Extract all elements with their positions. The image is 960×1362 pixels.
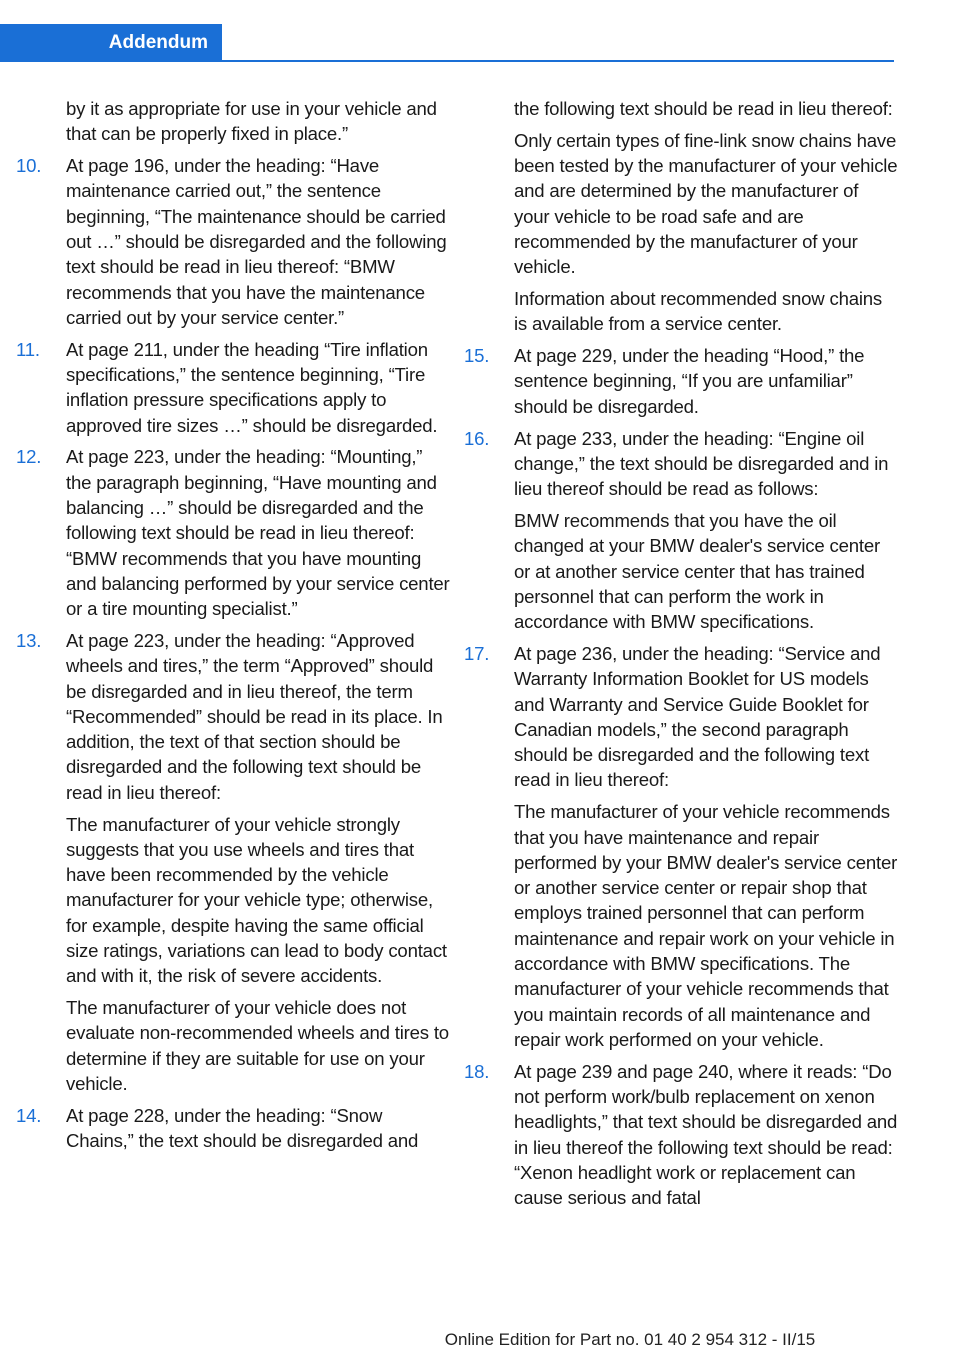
paragraph-text: Only certain types of fine-link snow chains have been tested by the manufacturer of your vehicle and are determined by the manufacturer of your vehicle to be road safe and are recommended by the manufacturer of your vehicle.	[514, 129, 898, 278]
left-column	[16, 96, 450, 1160]
section-title-tab	[0, 24, 222, 62]
paragraph-text: by it as appropriate for use in your vehicle and that can be properly fixed in place.”	[66, 98, 437, 145]
list-item	[16, 153, 450, 330]
paragraph	[514, 286, 898, 337]
paragraph-text: Information about recommended snow chains is available from a service center.	[514, 288, 883, 335]
list-item	[16, 1103, 450, 1154]
paragraph-text: The manufacturer of your vehicle does not evaluate non-recommended wheels and tires to determine if they are suitable for use on your vehicle.	[66, 997, 449, 1094]
list-item	[464, 641, 898, 793]
paragraph-text: At page 233, under the heading: “Engine oil change,” the text should be disregarded and in lieu thereof should be read as follows:	[514, 427, 889, 500]
paragraph	[66, 96, 450, 147]
paragraph	[514, 128, 898, 280]
list-item	[16, 444, 450, 621]
paragraph	[514, 96, 898, 121]
item-number: 10.	[16, 155, 42, 177]
list-item	[464, 343, 898, 419]
paragraph-text: At page 236, under the heading: “Service and Warranty Information Booklet for US models and Warranty and Service Guide Booklet for Canadian models,” the second paragraph should be disregarded and the following text read in lieu thereof:	[514, 642, 881, 791]
paragraph-text: At page 196, under the heading: “Have maintenance carried out,” the sentence beginning, “The maintenance should be carried out …” should be disregarded and the following text should be read in lieu thereof: “BMW recommends that you have the maintenance carried out by your service center.”	[66, 155, 447, 328]
item-number: 15.	[464, 345, 490, 367]
paragraph-text: At page 228, under the heading: “Snow Chains,” the text should be disregarded and	[66, 1104, 419, 1152]
edition-text: Online Edition for Part no. 01 40 2 954 312 - II/15	[444, 1330, 816, 1349]
paragraph-text: At page 223, under the heading: “Mounting,” the paragraph beginning, “Have mounting and balancing …” should be disregarded and the following text should be read in lieu thereof: “BMW recommends that you have mounting and balancing performed by your service center or a tire mounting specialist.”	[66, 446, 450, 620]
right-column	[464, 96, 898, 1217]
paragraph-text: At page 223, under the heading: “Approved wheels and tires,” the term “Approved” should be disregarded and in lieu thereof, the term “Recommended” should be read in its place. In addition, the text of that section should be disregarded and the following text should be read in lieu thereof:	[66, 629, 443, 803]
paragraph-text: BMW recommends that you have the oil changed at your BMW dealer's service center or at another service center that has trained personnel that can perform the work in accordance with BMW specifications.	[514, 509, 880, 633]
paragraph-text: The manufacturer of your vehicle strongly suggests that you use wheels and tires that have been recommended by the vehicle manufacturer for your vehicle type; otherwise, for example, despite having the same official size ratings, variations can lead to body contact and with it, the risk of severe accidents.	[66, 813, 447, 987]
list-item	[464, 1059, 898, 1211]
paragraph-text: At page 239 and page 240, where it reads: “Do not perform work/bulb replacement on xenon headlights,” that text should be disregarded and in lieu thereof the following text should be read: “Xenon headlight work or replacement can cause serious and fatal	[514, 1060, 898, 1209]
paragraph-text: the following text should be read in lieu thereof:	[514, 98, 893, 119]
list-item	[16, 628, 450, 805]
paragraph	[514, 508, 898, 634]
paragraph	[66, 995, 450, 1096]
paragraph	[66, 812, 450, 989]
item-number: 14.	[16, 1104, 42, 1126]
section-title: Addendum	[108, 32, 208, 53]
item-number: 13.	[16, 629, 42, 651]
footer	[0, 1330, 960, 1350]
list-item	[16, 337, 450, 438]
paragraph	[514, 799, 898, 1052]
paragraph-text: At page 229, under the heading “Hood,” the sentence beginning, “If you are unfamiliar” should be disregarded.	[514, 345, 865, 417]
paragraph-text: The manufacturer of your vehicle recommends that you have maintenance and repair performed by your BMW dealer's service center or another service center or repair shop that employs trained personnel that can perform maintenance and repair work on your vehicle in accordance with BMW specifications. The manufacturer of your vehicle recommends that you maintain records of all maintenance and repair work performed on your vehicle.	[514, 801, 898, 1050]
item-number: 18.	[464, 1060, 490, 1082]
paragraph-text: At page 211, under the heading “Tire inflation specifications,” the sentence beginning, “Tire inflation pressure specifications apply to approved tire sizes …” should be disregarded.	[66, 338, 438, 436]
item-number: 12.	[16, 446, 42, 468]
header-divider	[222, 60, 894, 62]
item-number: 16.	[464, 427, 490, 449]
item-number: 11.	[16, 338, 40, 360]
list-item	[464, 426, 898, 502]
item-number: 17.	[464, 642, 490, 664]
